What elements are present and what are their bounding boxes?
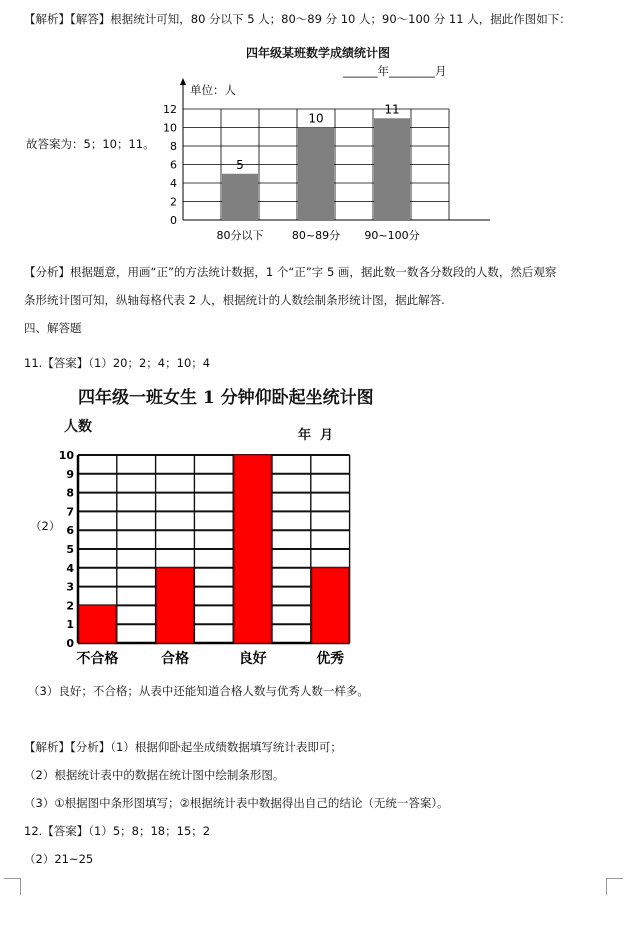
chart1-category-label: 90~100分 <box>364 229 420 242</box>
q11-part2-label: （2） <box>30 519 61 533</box>
chart2-ytick-label: 10 <box>58 449 74 462</box>
chart2-ytick-label: 4 <box>66 561 74 575</box>
q12-part2: （2）21~25 <box>24 852 94 866</box>
chart1-score-bar-chart <box>150 75 490 250</box>
chart1-ytick-label: 2 <box>170 195 177 209</box>
chart2-ylabel: 人数 <box>64 419 92 435</box>
section-heading: 四、解答题 <box>24 321 82 335</box>
chart2-ytick-label: 2 <box>66 599 74 613</box>
chart2-title: 四年级一班女生 1 分钟仰卧起坐统计图 <box>78 388 374 408</box>
q11-part3: （3）良好；不合格；从表中还能知道合格人数与优秀人数一样多。 <box>28 684 369 698</box>
chart2-bar <box>312 568 349 643</box>
chart1-value-label: 5 <box>236 157 244 172</box>
analysis-line-2: 【分析】根据题意，用画“正”的方法统计数据，1 个“正”字 5 画，据此数一数各分数段的人数，然后观察 <box>24 265 557 279</box>
analysis-line-3b: （2）根据统计表中的数据在统计图中绘制条形图。 <box>24 768 285 782</box>
chart1-unit-label: 单位：人 <box>190 83 236 97</box>
corner-mark-left <box>4 878 21 895</box>
chart1-category-label: 80分以下 <box>216 229 264 242</box>
chart2-situp-bar-chart <box>55 435 355 670</box>
chart2-category-label: 合格 <box>161 651 189 667</box>
chart1-date-label: ______年________月 <box>343 64 447 78</box>
chart2-category-label: 不合格 <box>76 651 119 667</box>
chart1-bar <box>298 128 334 221</box>
chart1-ytick-label: 12 <box>163 103 177 116</box>
chart2-ytick-label: 9 <box>66 467 74 481</box>
chart1-ytick-label: 10 <box>163 121 177 135</box>
chart1-bar <box>222 174 258 220</box>
q12-answer: 12.【答案】（1）5；8；18；15；2 <box>24 824 211 838</box>
chart2-bar <box>157 568 194 643</box>
chart1-value-label: 11 <box>384 102 400 117</box>
chart2-ytick-label: 0 <box>66 637 74 650</box>
chart2-ytick-label: 8 <box>66 486 74 500</box>
chart2-ytick-label: 3 <box>66 580 74 594</box>
answer-line-1: 故答案为：5；10；11。 <box>26 137 155 151</box>
chart2-ytick-label: 7 <box>66 505 74 519</box>
chart2-ytick-label: 6 <box>66 524 74 538</box>
chart2-ytick-label: 1 <box>66 618 74 632</box>
chart1-ytick-label: 6 <box>170 158 177 172</box>
chart1-y-arrow <box>180 78 186 85</box>
chart2-date-label: 年 月 <box>298 428 334 443</box>
chart2-category-label: 优秀 <box>316 651 345 667</box>
analysis-line-1: 【解析】【解答】根据统计可知，80 分以下 5 人；80～89 分 10 人；90～100 分 11 人，据此作图如下： <box>24 12 571 26</box>
corner-mark-right <box>606 878 623 895</box>
analysis-line-3c: （3）①根据图中条形图填写；②根据统计表中数据得出自己的结论（无统一答案）。 <box>24 796 449 810</box>
chart2-ytick-label: 5 <box>66 543 74 556</box>
chart2-category-label: 良好 <box>238 651 267 667</box>
chart1-bar <box>374 118 410 220</box>
chart1-ytick-label: 8 <box>170 140 177 153</box>
chart1-category-label: 80~89分 <box>291 229 341 242</box>
chart1-value-label: 10 <box>308 111 324 126</box>
chart1-ytick-label: 4 <box>170 177 177 190</box>
chart1-ytick-label: 0 <box>170 214 177 227</box>
chart2-bar <box>79 605 116 643</box>
chart1-title: 四年级某班数学成绩统计图 <box>245 46 390 60</box>
q11-answer: 11.【答案】（1）20；2；4；10；4 <box>24 356 211 370</box>
analysis-line-2b: 条形统计图可知，纵轴每格代表 2 人，根据统计的人数绘制条形统计图，据此解答. <box>24 293 445 307</box>
chart2-bar <box>234 455 271 643</box>
analysis-line-3: 【解析】【分析】（1）根据仰卧起坐成绩数据填写统计表即可； <box>24 740 342 754</box>
